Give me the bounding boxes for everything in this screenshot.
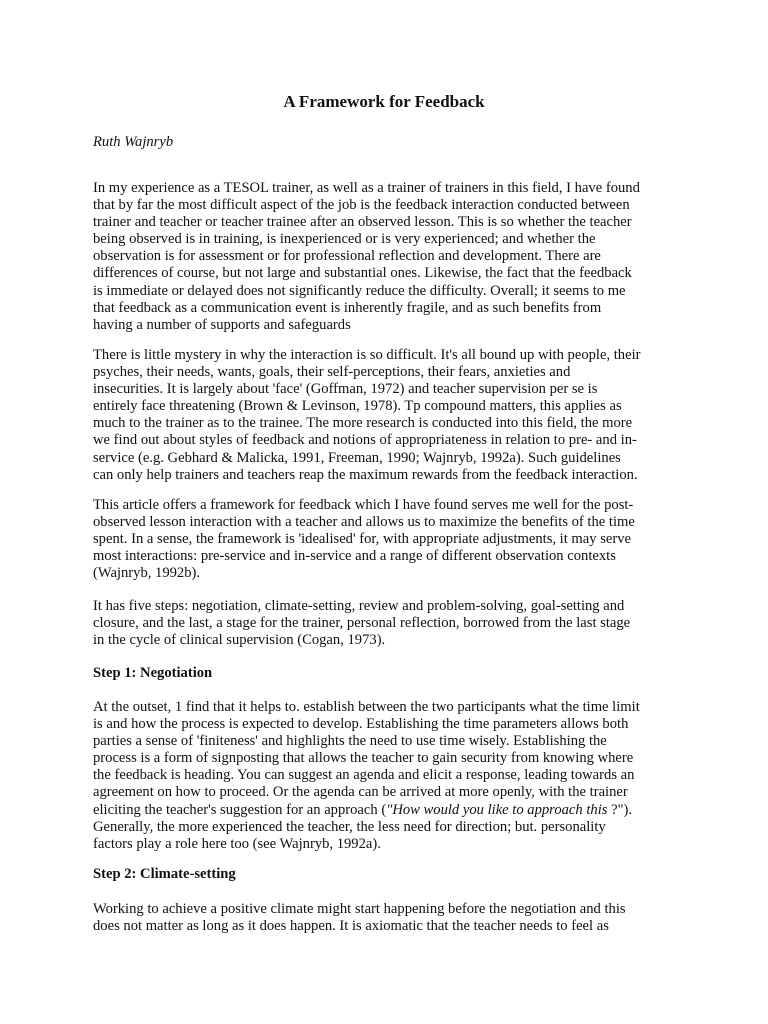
text-line: spent. In a sense, the framework is 'idealised' for, with appropriate adjustments, it may serve xyxy=(93,531,632,548)
text-line: This article offers a framework for feedback which I have found serves me well for the post- xyxy=(93,497,634,513)
text-line: trainer and teacher or teacher trainee after an observed lesson. This is so whether the teacher xyxy=(93,214,632,231)
text-line: differences of course, but not large and substantial ones. Likewise, the fact that the feedback xyxy=(93,265,632,282)
text-line: in the cycle of clinical supervision (Cogan, 1973). xyxy=(93,632,386,649)
paragraph-framework xyxy=(93,497,688,582)
text-line: most interactions: pre-service and in-service and a range of different observation contexts xyxy=(93,548,616,565)
text-line: can only help trainers and teachers reap the maximum rewards from the feedback interaction. xyxy=(93,466,638,483)
text-line: In my experience as a TESOL trainer, as well as a trainer of trainers in this field, I have found xyxy=(93,180,640,196)
paragraph-climate-setting xyxy=(93,901,688,935)
paragraph-intro xyxy=(93,180,688,334)
text-line: observation is for assessment or for professional reflection and development. There are xyxy=(93,248,601,265)
text-line: having a number of supports and safeguards xyxy=(93,316,351,333)
text-line: process is a form of signposting that allows the teacher to gain security from knowing where xyxy=(93,750,634,767)
paragraph-negotiation xyxy=(93,699,688,853)
text-line: observed lesson interaction with a teacher and allows us to maximize the benefits of the time xyxy=(93,514,635,531)
text-line: agreement on how to proceed. Or the agenda can be arrived at more openly, with the trainer xyxy=(93,784,628,801)
quote-trail-text: ?"). xyxy=(607,801,633,818)
text-line: Working to achieve a positive climate might start happening before the negotiation and this xyxy=(93,901,626,917)
quote-italic-text: "How would you like to approach this xyxy=(386,801,608,818)
quote-lead-text: eliciting the teacher's suggestion for an approach ( xyxy=(93,801,387,818)
text-line: Generally, the more experienced the teacher, the less need for direction; but. personality xyxy=(93,818,606,835)
text-line: psyches, their needs, wants, goals, their self-perceptions, their fears, anxieties and xyxy=(93,364,571,381)
text-line: does not matter as long as it does happen. It is axiomatic that the teacher needs to feel as xyxy=(93,918,609,935)
author-name: Ruth Wajnryb xyxy=(93,134,174,150)
text-line: parties a sense of 'finiteness' and highlights the need to use time wisely. Establishing the xyxy=(93,733,607,750)
text-line-quote xyxy=(93,802,688,819)
text-line: At the outset, 1 find that it helps to. establish between the two participants what the time limit xyxy=(93,699,640,715)
text-line: service (e.g. Gebhard & Malicka, 1991, Freeman, 1990; Wajnryb, 1992a). Such guidelines xyxy=(93,449,621,466)
text-line: entirely face threatening (Brown & Levinson, 1978). Tp compound matters, this applies as xyxy=(93,398,622,415)
text-line: we find out about styles of feedback and notions of appropriateness in relation to pre- and in- xyxy=(93,432,637,449)
text-line: insecurities. It is largely about 'face' (Goffman, 1972) and teacher supervision per se is xyxy=(93,381,598,398)
text-line: that by far the most difficult aspect of the job is the feedback interaction conducted between xyxy=(93,197,630,214)
paragraph-five-steps xyxy=(93,598,688,649)
step1-heading: Step 1: Negotiation xyxy=(93,665,213,681)
paragraph-difficulty xyxy=(93,347,688,484)
text-line: is and how the process is expected to develop. Establishing the time parameters allows both xyxy=(93,716,629,733)
text-line: factors play a role here too (see Wajnryb, 1992a). xyxy=(93,835,381,852)
step2-heading: Step 2: Climate-setting xyxy=(93,866,236,882)
text-line: (Wajnryb, 1992b). xyxy=(93,565,201,582)
text-line: It has five steps: negotiation, climate-setting, review and problem-solving, goal-setting and xyxy=(93,598,625,614)
text-line: the feedback is heading. You can suggest an agenda and elicit a response, leading towards an xyxy=(93,767,635,784)
text-line: closure, and the last, a stage for the trainer, personal reflection, borrowed from the last stage xyxy=(93,615,631,632)
text-line: much to the trainer as to the trainee. The more research is conducted into this field, the more xyxy=(93,415,633,432)
document-title: A Framework for Feedback xyxy=(283,92,485,111)
text-line: is immediate or delayed does not significantly reduce the difficulty. Overall; it seems to me xyxy=(93,282,626,299)
text-line: There is little mystery in why the interaction is so difficult. It's all bound up with people, their xyxy=(93,347,641,363)
text-line: that feedback as a communication event is inherently fragile, and as such benefits from xyxy=(93,299,602,316)
text-line: being observed is in training, is inexperienced or is very experienced; and whether the xyxy=(93,231,596,248)
